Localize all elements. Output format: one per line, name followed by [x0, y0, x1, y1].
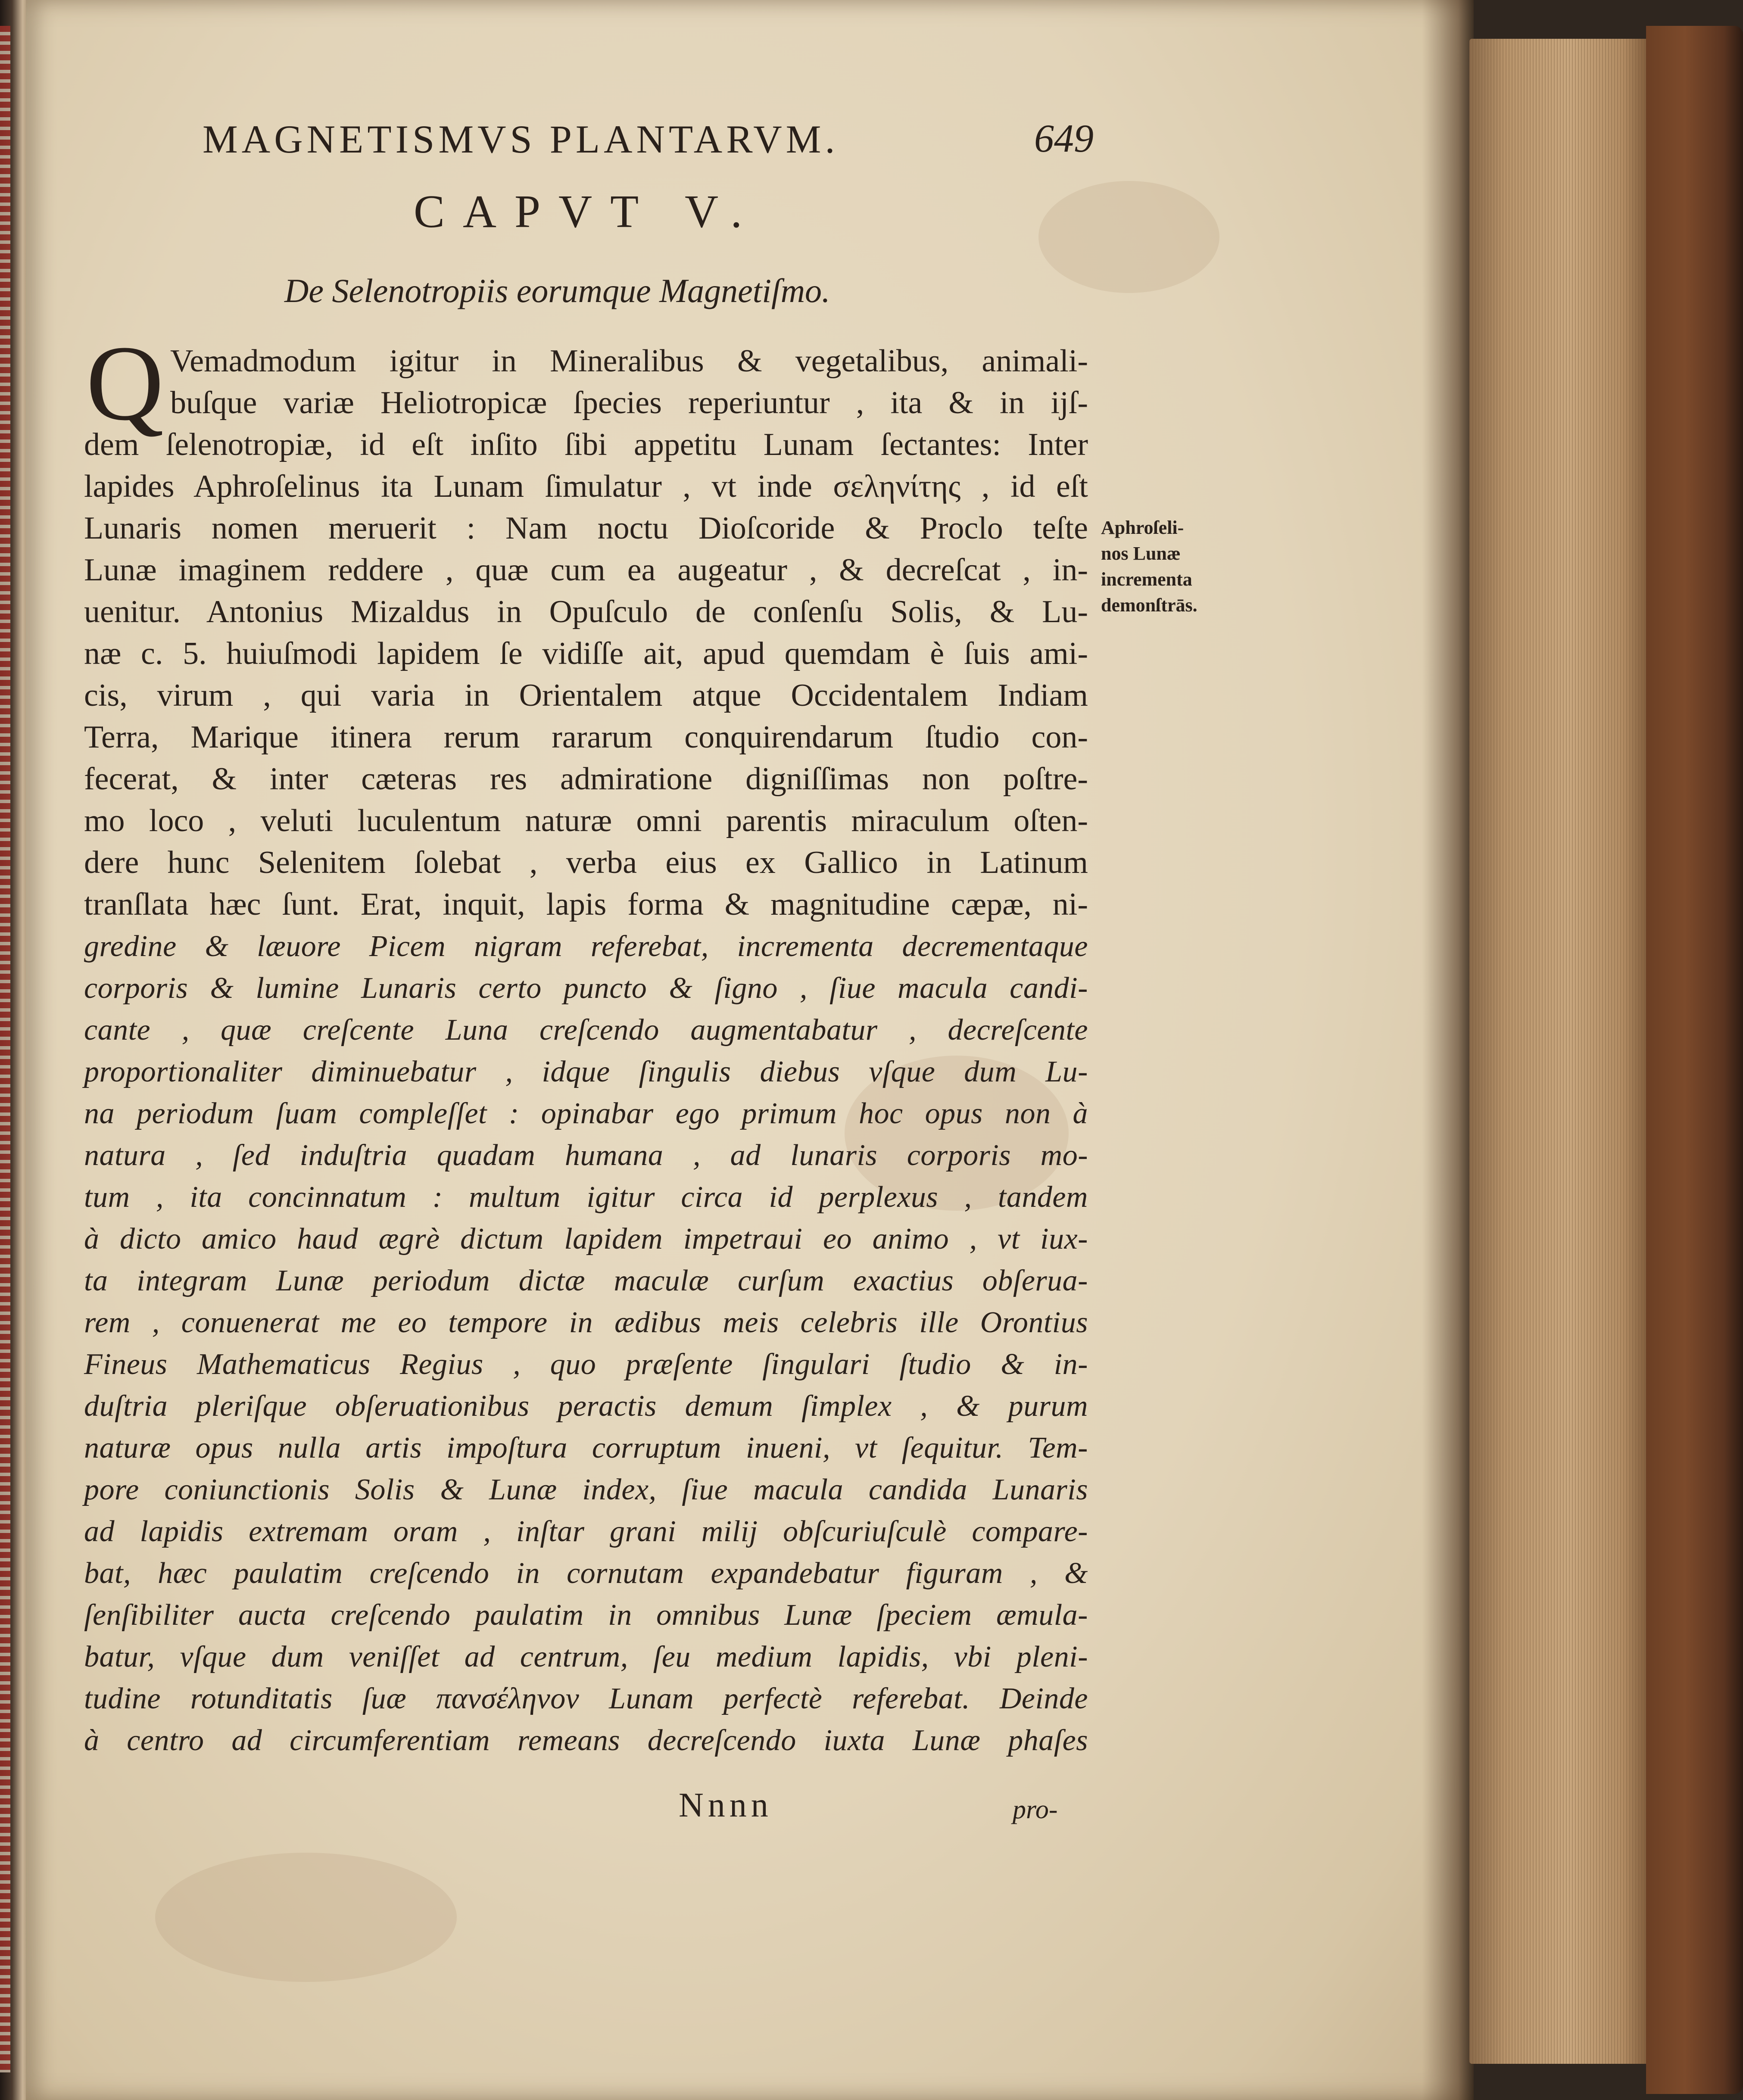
page-number: 649 [1034, 116, 1094, 160]
text-line: ſenſibiliter aucta creſcendo paulatim in omnibus Lunæ ſpeciem æmula- [84, 1598, 1088, 1632]
text-line: ta integram Lunæ periodum dictæ maculæ curſum exactius obſerua- [84, 1264, 1088, 1297]
paper-stain [1038, 181, 1219, 293]
text-line: Lunæ imaginem reddere , quæ cum ea augeatur , & decreſcat , in- [84, 552, 1088, 588]
text-line: Vemadmodum igitur in Mineralibus & vegetalibus, animali- [170, 343, 1088, 379]
chapter-title: CAPVT V. [414, 186, 761, 237]
marginal-note [1101, 515, 1243, 618]
text-line: uenitur. Antonius Mizaldus in Opuſculo de conſenſu Solis, & Lu- [84, 594, 1088, 629]
text-line: Fineus Mathematicus Regius , quo præſente ſingulari ſtudio & in- [84, 1348, 1088, 1381]
text-line: Lunaris nomen meruerit : Nam noctu Dioſcoride & Proclo teſte [84, 511, 1088, 546]
binding-thread [0, 26, 10, 2072]
leather-cover-board [1646, 26, 1743, 2094]
text-line: cis, virum , qui varia in Orientalem atque Occidentalem Indiam [84, 678, 1088, 713]
text-line: batur, vſque dum veniſſet ad centrum, ſeu medium lapidis, vbi pleni- [84, 1640, 1088, 1673]
text-line: dem ſelenotropiæ, id eſt inſito ſibi appetitu Lunam ſectantes: Inter [84, 427, 1088, 462]
marginal-note-line: nos Lunæ [1101, 543, 1181, 564]
text-line: dere hunc Selenitem ſolebat , verba eius ex Gallico in Latinum [84, 845, 1088, 880]
text-line: ad lapidis extremam oram , inſtar grani milij obſcuriuſculè compare- [84, 1515, 1088, 1548]
page-block-edge [1469, 39, 1650, 2064]
text-line: à centro ad circumferentiam remeans decreſcendo iuxta Lunæ phaſes [84, 1724, 1088, 1757]
text-line: mo loco , veluti luculentum naturæ omni parentis miraculum oſten- [84, 803, 1088, 838]
text-line: corporis & lumine Lunaris certo puncto & ſigno , ſiue macula candi- [84, 972, 1088, 1005]
text-line: bat, hæc paulatim creſcendo in cornutam expandebatur figuram , & [84, 1557, 1088, 1590]
signature-mark: Nnnn [679, 1786, 773, 1824]
marginal-note-line: demonſtrās. [1101, 595, 1197, 616]
text-line: naturæ opus nulla artis impoſtura corruptum inueni, vt ſequitur. Tem- [84, 1431, 1088, 1464]
text-line: cante , quæ creſcente Luna creſcendo augmentabatur , decreſcente [84, 1013, 1088, 1047]
text-line: pore coniunctionis Solis & Lunæ index, ſiue macula candida Lunaris [84, 1473, 1088, 1506]
text-line: gredine & læuore Picem nigram referebat, incrementa decrementaque [84, 930, 1088, 963]
text-line: proportionaliter diminuebatur , idque ſingulis diebus vſque dum Lu- [84, 1055, 1088, 1088]
running-head: MAGNETISMVS PLANTARVM. [203, 117, 839, 161]
text-line: fecerat, & inter cæteras res admiratione digniſſimas non poſtre- [84, 761, 1088, 797]
text-line: tum , ita concinnatum : multum igitur circa id perplexus , tandem [84, 1181, 1088, 1214]
text-line: næ c. 5. huiuſmodi lapidem ſe vidiſſe ait, apud quemdam è ſuis ami- [84, 636, 1088, 671]
text-line: buſque variæ Heliotropicæ ſpecies reperiuntur , ita & in ijſ- [170, 385, 1088, 421]
drop-cap: Q [86, 324, 164, 443]
paper-stain [155, 1853, 457, 1982]
body-text [84, 324, 1088, 1761]
chapter-subtitle: De Selenotropiis eorumque Magnetiſmo. [284, 272, 830, 309]
text-line: duſtria pleriſque obſeruationibus peractis demum ſimplex , & purum [84, 1390, 1088, 1423]
text-line: rem , conuenerat me eo tempore in ædibus meis celebris ille Orontius [84, 1306, 1088, 1339]
text-line: na periodum ſuam compleſſet : opinabar ego primum hoc opus non à [84, 1097, 1088, 1130]
text-line: tranſlata hæc ſunt. Erat, inquit, lapis forma & magnitudine cæpæ, ni- [84, 887, 1088, 922]
catchword: pro- [1013, 1795, 1058, 1824]
marginal-note-line: incrementa [1101, 569, 1192, 590]
text-line: Terra, Marique itinera rerum rararum conquirendarum ſtudio con- [84, 720, 1088, 755]
text-line: lapides Aphroſelinus ita Lunam ſimulatur , vt inde σεληνίτης , id eſt [84, 469, 1088, 504]
text-line: natura , ſed induſtria quadam humana , ad lunaris corporis mo- [84, 1139, 1088, 1172]
marginal-note-line: Aphroſeli- [1101, 517, 1184, 538]
text-line: tudine rotunditatis ſuæ πανσέληνον Lunam perfectè referebat. Deinde [84, 1682, 1088, 1715]
text-line: à dicto amico haud ægrè dictum lapidem impetraui eo animo , vt iux- [84, 1222, 1088, 1256]
page-gutter-shadow [1422, 0, 1474, 2100]
